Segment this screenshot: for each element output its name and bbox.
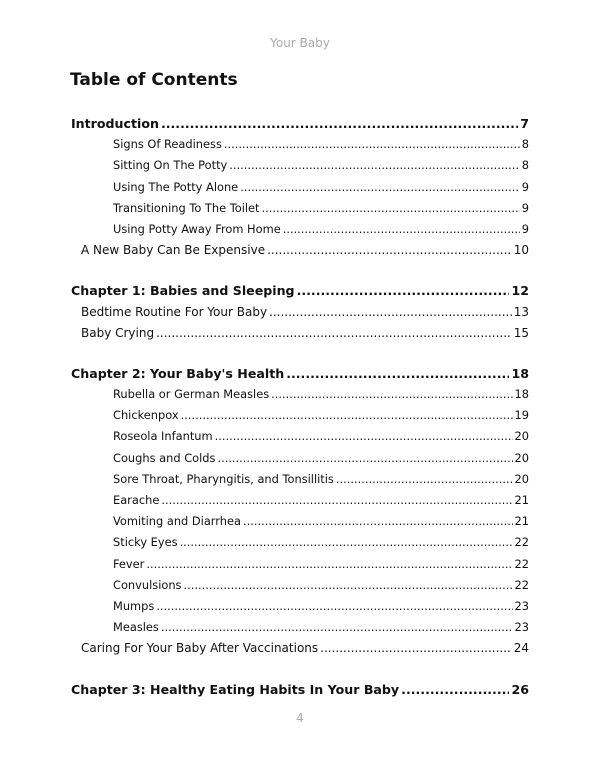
dot-leader (269, 302, 512, 323)
dot-leader (243, 511, 513, 532)
dot-leader (336, 469, 513, 490)
toc-entry-page: 20 (514, 471, 529, 486)
toc-subsection-entry[interactable] (0, 426, 600, 447)
toc-entry-page: 9 (521, 200, 529, 215)
section-gap (0, 261, 600, 280)
toc-entry-label: Introduction (71, 116, 159, 131)
dot-leader (215, 426, 513, 447)
toc-entry-page: 21 (514, 514, 529, 529)
toc-subsection-entry[interactable] (0, 511, 600, 532)
dot-leader (181, 405, 513, 426)
toc-entry-page: 12 (511, 283, 529, 299)
toc-title: Table of Contents (70, 70, 238, 90)
toc-subsection-entry[interactable] (0, 575, 600, 596)
toc-entry-label: Chapter 1: Babies and Sleeping (71, 283, 295, 299)
toc-entry-label: Baby Crying (81, 325, 155, 340)
toc-entry-page: 23 (514, 598, 529, 613)
dot-leader (180, 532, 513, 553)
toc-subsection-entry[interactable] (0, 469, 600, 490)
toc-subsection-entry[interactable] (0, 177, 600, 198)
toc-subsection-entry[interactable] (0, 532, 600, 553)
dot-leader (283, 219, 520, 240)
toc-entry-label: Measles (113, 620, 159, 635)
page-number: 4 (296, 711, 304, 725)
toc-chapter-entry[interactable] (0, 113, 600, 134)
dot-leader (267, 240, 512, 261)
toc-entry-label: Earache (113, 493, 160, 507)
dot-leader (161, 113, 518, 134)
dot-leader (146, 554, 512, 575)
toc-entry-label: Sticky Eyes (113, 535, 178, 550)
toc-chapter-entry[interactable] (0, 679, 600, 700)
toc-subsection-entry[interactable] (0, 219, 600, 240)
toc-subsection-entry[interactable] (0, 490, 600, 511)
toc-subsection-entry[interactable] (0, 134, 600, 155)
toc-subsection-entry[interactable] (0, 155, 600, 176)
dot-leader (156, 596, 512, 617)
toc-entry-label: Chickenpox (113, 408, 179, 423)
toc-entry-label: Mumps (113, 598, 155, 613)
toc-entry-label: Using The Potty Alone (113, 179, 239, 194)
toc-entry-label: Sore Throat, Pharyngitis, and Tonsillitis (113, 471, 334, 486)
toc-entry-label: Using Potty Away From Home (113, 221, 281, 236)
toc-entry-label: A New Baby Can Be Expensive (81, 243, 266, 258)
dot-leader (156, 323, 512, 344)
toc-entry-label: Rubella or German Measles (113, 387, 270, 402)
toc-entry-label: Bedtime Routine For Your Baby (81, 304, 268, 319)
toc-entry-page: 7 (520, 116, 529, 131)
toc-entry-page: 26 (511, 681, 529, 697)
dot-leader (229, 155, 519, 176)
toc-subsection-entry[interactable] (0, 448, 600, 469)
dot-leader (262, 198, 520, 219)
toc-entry-page: 23 (514, 620, 529, 635)
toc-entry-page: 8 (521, 158, 529, 173)
toc-subsection-entry[interactable] (0, 617, 600, 638)
toc-entry-page: 20 (514, 450, 529, 465)
dot-leader (320, 638, 512, 659)
toc-entry-page: 15 (513, 325, 529, 340)
toc-entry-page: 18 (511, 365, 529, 381)
toc-entry-page: 13 (513, 304, 529, 319)
toc-entry-label: Chapter 3: Healthy Eating Habits In Your Baby (71, 681, 400, 697)
toc-entry-label: Sitting On The Potty (113, 158, 228, 173)
toc-chapter-entry[interactable] (0, 363, 600, 384)
toc-entry-page: 9 (521, 221, 529, 236)
section-gap (0, 660, 600, 679)
toc-entry-page: 22 (514, 535, 529, 550)
toc-entry-label: Convulsions (113, 577, 182, 592)
toc-entry-label: Vomiting and Diarrhea (113, 514, 241, 529)
toc-section-entry[interactable] (0, 240, 600, 261)
toc-subsection-entry[interactable] (0, 198, 600, 219)
toc-section-entry[interactable] (0, 323, 600, 344)
toc-entry-page: 22 (514, 556, 529, 571)
dot-leader (271, 384, 512, 405)
toc-subsection-entry[interactable] (0, 596, 600, 617)
toc-entry-page: 19 (514, 408, 529, 423)
toc-entry-label: Chapter 2: Your Baby's Health (71, 365, 285, 381)
toc-entry-label: Roseola Infantum (113, 429, 213, 444)
dot-leader (184, 575, 513, 596)
toc-entry-page: 21 (514, 493, 529, 507)
dot-leader (297, 280, 510, 301)
toc-subsection-entry[interactable] (0, 554, 600, 575)
toc-entry-label: Coughs and Colds (113, 450, 216, 465)
running-header: Your Baby (270, 36, 330, 50)
toc-entry-page: 20 (514, 429, 529, 444)
toc-section-entry[interactable] (0, 638, 600, 659)
toc-entry-label: Fever (113, 556, 145, 571)
toc-entry-page: 24 (513, 641, 529, 656)
dot-leader (161, 490, 512, 511)
toc-section-entry[interactable] (0, 302, 600, 323)
dot-leader (224, 134, 520, 155)
toc-entry-label: Signs Of Readiness (113, 137, 222, 152)
toc-entry-label: Transitioning To The Toilet (113, 200, 260, 215)
table-of-contents (0, 113, 600, 700)
toc-entry-page: 8 (521, 137, 529, 152)
dot-leader (401, 679, 509, 700)
dot-leader (161, 617, 513, 638)
toc-subsection-entry[interactable] (0, 405, 600, 426)
section-gap (0, 344, 600, 363)
dot-leader (240, 177, 520, 198)
toc-chapter-entry[interactable] (0, 280, 600, 301)
dot-leader (286, 363, 509, 384)
toc-entry-page: 9 (521, 179, 529, 194)
toc-entry-page: 18 (514, 387, 529, 402)
dot-leader (217, 448, 512, 469)
toc-subsection-entry[interactable] (0, 384, 600, 405)
toc-entry-page: 10 (513, 243, 529, 258)
toc-entry-label: Caring For Your Baby After Vaccinations (81, 641, 319, 656)
toc-entry-page: 22 (514, 577, 529, 592)
